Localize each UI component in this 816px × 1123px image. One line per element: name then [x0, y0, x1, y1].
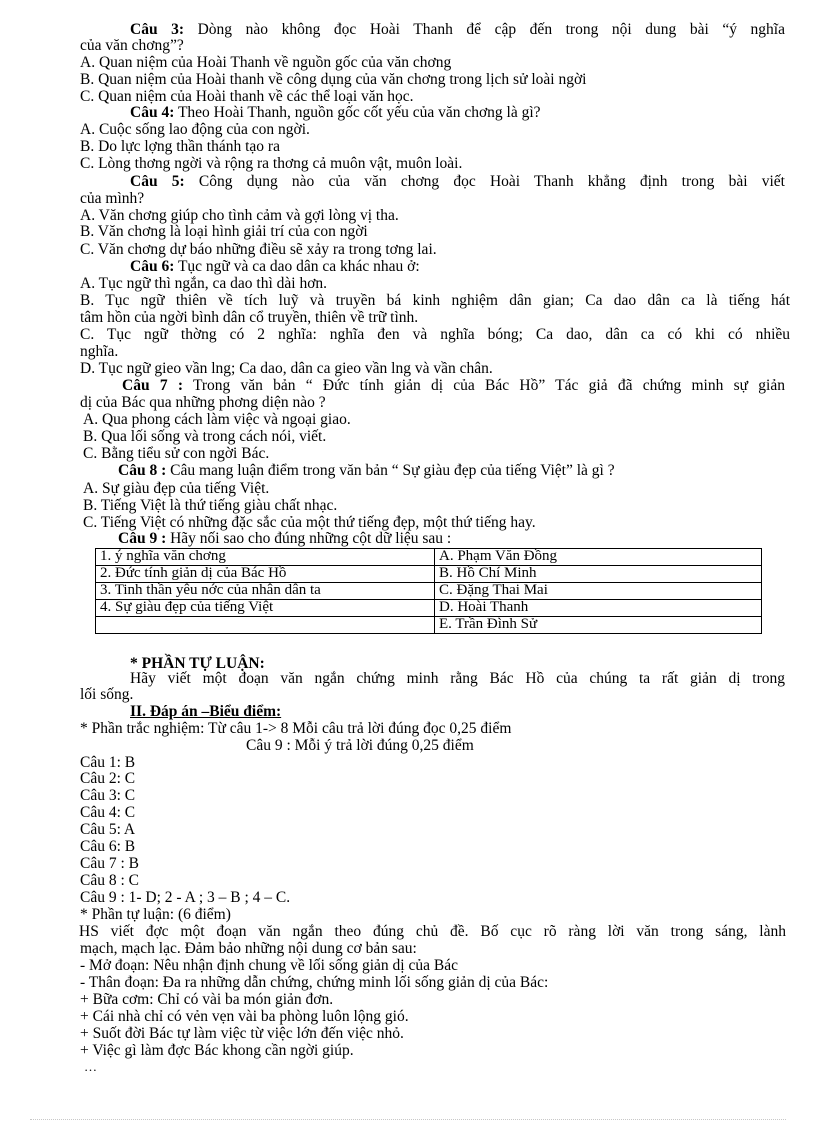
answers-essay-line: - Mở đoạn: Nêu nhận định chung về lối sống giản dị của Bác — [80, 957, 458, 974]
answers-essay-line: HS viết đợc một đoạn văn ngắn theo đúng chủ đề. Bố cục rõ ràng lời văn trong sáng, lành — [79, 923, 786, 940]
q6-option-b: B. Tục ngữ thiên về tích luỹ và truyền bá kinh nghiệm dân gian; Ca dao dân ca là tiếng hát — [80, 292, 790, 309]
q6-option-b-cont: tâm hồn của ngời bình dân cổ truyền, thiên về trữ tình. — [80, 309, 419, 326]
essay-heading-text: * PHẦN TỰ LUẬN: — [130, 655, 265, 672]
answers-essay-line: + Cái nhà chỉ có vẻn vẹn vài ba phòng luôn lộng gió. — [80, 1008, 409, 1025]
table-cell-right: C. Đặng Thai Mai — [435, 583, 762, 600]
answer-item: Câu 2: C — [80, 770, 136, 787]
q6-option-a: A. Tục ngữ thì ngắn, ca dao thì dài hơn. — [80, 275, 328, 292]
answers-essay-line: + Bữa cơm: Chỉ có vài ba món giản đơn. — [80, 991, 334, 1008]
answers-essay-line: - Thân đoạn: Đa ra những dẫn chứng, chứng minh lối sống giản dị của Bác: — [80, 974, 549, 991]
table-row — [96, 566, 762, 583]
table-row — [96, 600, 762, 617]
answer-item: Câu 4: C — [80, 804, 136, 821]
answers-essay-heading: * Phần tự luận: (6 điểm) — [80, 906, 231, 923]
page-bottom-divider — [30, 1119, 786, 1120]
essay-prompt: Hãy viết một đoạn văn ngắn chứng minh rằng Bác Hồ của chúng ta rất giản dị trong — [130, 670, 785, 687]
table-cell-left: 1. ý nghĩa văn chơng — [96, 549, 435, 566]
answers-heading — [130, 704, 816, 720]
answers-heading-text: II. Đáp án –Biểu điểm: — [130, 703, 282, 720]
q8-text: Câu mang luận điểm trong văn bản “ Sự giàu đẹp của tiếng Việt” là gì ? — [166, 462, 615, 479]
q9-number: Câu 9 : — [118, 530, 167, 547]
essay-prompt-cont: lối sống. — [80, 686, 134, 703]
table-cell-right: B. Hồ Chí Minh — [435, 566, 762, 583]
q8-option-a: A. Sự giàu đẹp của tiếng Việt. — [83, 480, 270, 497]
q8-stem — [118, 463, 816, 479]
q9-stem — [118, 531, 816, 547]
answers-mc-line: * Phần trắc nghiệm: Từ câu 1-> 8 Mỗi câu trả lời đúng đọc 0,25 điểm — [80, 720, 512, 737]
table-cell-left — [96, 617, 435, 634]
answers-essay-line: + Việc gì làm đợc Bác khong cần ngời giúp. — [80, 1042, 354, 1059]
q5-option-b: B. Văn chơng là loại hình giải trí của con ngời — [80, 223, 368, 240]
table-cell-left: 3. Tinh thần yêu nớc của nhân dân ta — [96, 583, 435, 600]
answer-item: Câu 1: B — [80, 754, 136, 771]
answer-item: Câu 7 : B — [80, 855, 139, 872]
q7-stem-cont: dị của Bác qua những phơng diện nào ? — [80, 394, 326, 411]
q3-option-c: C. Quan niệm của Hoài thanh về các thể loại văn học. — [80, 88, 414, 105]
answers-essay-line: mạch, mạch lạc. Đảm bảo những nội dung cơ bản sau: — [80, 940, 417, 957]
q5-text: Công dụng nào của văn chơng đọc Hoài Thanh khẳng định trong bài viết — [184, 173, 785, 190]
q6-number: Câu 6: — [130, 258, 175, 275]
q6-stem — [130, 259, 816, 275]
q4-stem — [130, 105, 816, 121]
q9-text: Hãy nối sao cho đúng những cột dữ liệu sau : — [166, 530, 452, 547]
answer-item: Câu 3: C — [80, 787, 136, 804]
q4-text: Theo Hoài Thanh, nguồn gốc cốt yếu của văn chơng là gì? — [174, 104, 541, 121]
q5-number: Câu 5: — [130, 173, 185, 190]
q7-text: Trong văn bản “ Đức tính giản dị của Bác Hồ” Tác giả đã chứng minh sự giản — [182, 377, 785, 394]
q3-text: Dòng nào không đọc Hoài Thanh để cập đến trong nội dung bài “ý nghĩa — [184, 21, 785, 38]
q3-stem — [130, 22, 785, 38]
q8-number: Câu 8 : — [118, 462, 167, 479]
q8-option-b: B. Tiếng Việt là thứ tiếng giàu chất nhạc. — [83, 497, 338, 514]
q6-option-c-cont: nghĩa. — [80, 343, 119, 360]
q6-text: Tục ngữ và ca dao dân ca khác nhau ở: — [174, 258, 420, 275]
answers-essay-line: + Suốt đời Bác tự làm việc từ việc lớn đến việc nhỏ. — [80, 1025, 404, 1042]
table-cell-right: D. Hoài Thanh — [435, 600, 762, 617]
q7-number: Câu 7 : — [122, 377, 183, 394]
q3-option-a: A. Quan niệm của Hoài Thanh về nguồn gốc của văn chơng — [80, 54, 452, 71]
answer-item: Câu 6: B — [80, 838, 136, 855]
table-row — [96, 617, 762, 634]
q5-option-c: C. Văn chơng dự báo những điều sẽ xảy ra trong tơng lai. — [80, 241, 437, 258]
matching-table — [95, 548, 762, 634]
table-cell-left: 4. Sự giàu đẹp của tiếng Việt — [96, 600, 435, 617]
q4-number: Câu 4: — [130, 104, 175, 121]
q4-option-a: A. Cuộc sống lao động của con ngời. — [80, 121, 310, 138]
q7-option-c: C. Bằng tiểu sử con ngời Bác. — [83, 445, 270, 462]
q5-stem — [130, 174, 785, 190]
q5-option-a: A. Văn chơng giúp cho tình cảm và gợi lòng vị tha. — [80, 207, 399, 224]
table-row — [96, 583, 762, 600]
q6-option-c: C. Tục ngữ thờng có 2 nghĩa: nghĩa đen và nghĩa bóng; Ca dao, dân ca có khi có nhiều — [80, 326, 790, 343]
answer-item: Câu 5: A — [80, 821, 136, 838]
q7-option-a: A. Qua phong cách làm việc và ngoại giao. — [83, 411, 351, 428]
table-cell-right: E. Trần Đình Sử — [435, 617, 762, 634]
answers-q9-line: Câu 9 : Mỗi ý trả lời đúng 0,25 điểm — [246, 737, 474, 754]
q3-option-b: B. Quan niệm của Hoài thanh về công dụng của văn chơng trong lịch sử loài ngời — [80, 71, 587, 88]
table-cell-left: 2. Đức tính giản dị của Bác Hồ — [96, 566, 435, 583]
q7-option-b: B. Qua lối sống và trong cách nói, viết. — [83, 428, 327, 445]
trailing-marks: … — [84, 1062, 97, 1072]
q3-stem-cont: của văn chơng”? — [80, 37, 184, 54]
q8-option-c: C. Tiếng Việt có những đặc sắc của một thứ tiếng đẹp, một thứ tiếng hay. — [83, 514, 536, 531]
table-cell-right: A. Phạm Văn Đồng — [435, 549, 762, 566]
q7-stem — [122, 378, 785, 394]
q3-number: Câu 3: — [130, 21, 185, 38]
table-row — [96, 549, 762, 566]
q4-option-b: B. Do lực lợng thần thánh tạo ra — [80, 138, 280, 155]
answer-item: Câu 8 : C — [80, 872, 139, 889]
q4-option-c: C. Lòng thơng ngời và rộng ra thơng cả muôn vật, muôn loài. — [80, 155, 463, 172]
q6-option-d: D. Tục ngữ gieo vần lng; Ca dao, dân ca gieo vần lng và vần chân. — [80, 360, 493, 377]
q5-stem-cont: của mình? — [80, 190, 145, 207]
answer-item: Câu 9 : 1- D; 2 - A ; 3 – B ; 4 – C. — [80, 889, 291, 906]
